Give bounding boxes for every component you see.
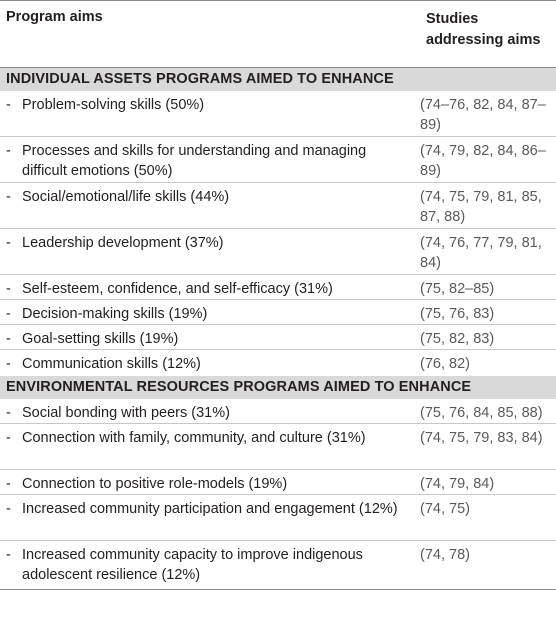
aim-text: Increased community participation and engagement (12%) bbox=[22, 501, 398, 517]
section-rows bbox=[0, 399, 556, 589]
references-cell: (75, 76, 84, 85, 88) bbox=[420, 405, 543, 421]
table-row bbox=[0, 183, 556, 229]
section-header: ENVIRONMENTAL RESOURCES PROGRAMS AIMED TO ENHANCE bbox=[0, 376, 556, 399]
aim-cell bbox=[0, 499, 420, 540]
table-row bbox=[0, 275, 556, 300]
references-cell: (75, 82, 83) bbox=[420, 331, 495, 347]
aim-cell bbox=[0, 279, 420, 299]
aim-text: Problem-solving skills (50%) bbox=[22, 97, 205, 113]
aim-text: Connection with family, community, and culture (31%) bbox=[22, 430, 366, 446]
table-row bbox=[0, 300, 556, 325]
bullet-dash: - bbox=[6, 476, 11, 492]
aim-cell bbox=[0, 545, 420, 589]
table-row bbox=[0, 495, 556, 541]
references-cell: (74, 75, 79, 81, 85, 87, 88) bbox=[420, 189, 542, 225]
aim-cell bbox=[0, 354, 420, 376]
table-row bbox=[0, 541, 556, 589]
references-cell: (75, 82–85) bbox=[420, 281, 495, 297]
references-cell: (74, 76, 77, 79, 81, 84) bbox=[420, 235, 542, 271]
aim-text: Decision-making skills (19%) bbox=[22, 306, 208, 322]
table-row bbox=[0, 91, 556, 137]
bottom-rule bbox=[0, 589, 556, 590]
references-cell: (74, 75) bbox=[420, 501, 470, 517]
aim-cell bbox=[0, 474, 420, 494]
table-header bbox=[0, 1, 556, 67]
table-row bbox=[0, 137, 556, 183]
bullet-dash: - bbox=[6, 501, 11, 517]
references-cell: (75, 76, 83) bbox=[420, 306, 495, 322]
aim-text: Social/emotional/life skills (44%) bbox=[22, 189, 230, 205]
references-cell: (74, 79, 84) bbox=[420, 476, 495, 492]
references-cell: (76, 82) bbox=[420, 356, 470, 372]
bullet-dash: - bbox=[6, 281, 11, 297]
table-body bbox=[0, 68, 556, 589]
aim-cell bbox=[0, 233, 420, 274]
aim-text: Connection to positive role-models (19%) bbox=[22, 476, 288, 492]
table-row bbox=[0, 424, 556, 470]
aim-text: Communication skills (12%) bbox=[22, 356, 201, 372]
aim-cell bbox=[0, 329, 420, 349]
aim-text: Self-esteem, confidence, and self-efficacy (31%) bbox=[22, 281, 333, 297]
table-row bbox=[0, 325, 556, 350]
bullet-dash: - bbox=[6, 189, 11, 205]
bullet-dash: - bbox=[6, 430, 11, 446]
aim-cell bbox=[0, 403, 420, 423]
aim-cell bbox=[0, 141, 420, 182]
aim-text: Social bonding with peers (31%) bbox=[22, 405, 230, 421]
header-studies: Studies addressing aims bbox=[426, 11, 541, 48]
bullet-dash: - bbox=[6, 331, 11, 347]
table-row bbox=[0, 350, 556, 376]
aim-cell bbox=[0, 187, 420, 228]
bullet-dash: - bbox=[6, 306, 11, 322]
bullet-dash: - bbox=[6, 235, 11, 251]
table-row bbox=[0, 399, 556, 424]
bullet-dash: - bbox=[6, 143, 11, 159]
bullet-dash: - bbox=[6, 356, 11, 372]
aim-text: Goal-setting skills (19%) bbox=[22, 331, 179, 347]
references-cell: (74, 79, 82, 84, 86–89) bbox=[420, 143, 546, 179]
bullet-dash: - bbox=[6, 405, 11, 421]
aim-cell bbox=[0, 95, 420, 136]
aim-text: Increased community capacity to improve indigenous adolescent resilience (12%) bbox=[22, 547, 363, 583]
table-row bbox=[0, 229, 556, 275]
aim-cell bbox=[0, 428, 420, 469]
section-header: INDIVIDUAL ASSETS PROGRAMS AIMED TO ENHANCE bbox=[0, 68, 556, 91]
section-rows bbox=[0, 91, 556, 376]
bullet-dash: - bbox=[6, 547, 11, 563]
table-row bbox=[0, 470, 556, 495]
aim-text: Processes and skills for understanding and managing difficult emotions (50%) bbox=[22, 143, 367, 179]
bullet-dash: - bbox=[6, 97, 11, 113]
aim-text: Leadership development (37%) bbox=[22, 235, 224, 251]
references-cell: (74–76, 82, 84, 87–89) bbox=[420, 97, 546, 133]
aim-cell bbox=[0, 304, 420, 324]
references-cell: (74, 78) bbox=[420, 547, 470, 563]
references-cell: (74, 75, 79, 83, 84) bbox=[420, 430, 543, 446]
header-program-aims: Program aims bbox=[6, 9, 103, 25]
